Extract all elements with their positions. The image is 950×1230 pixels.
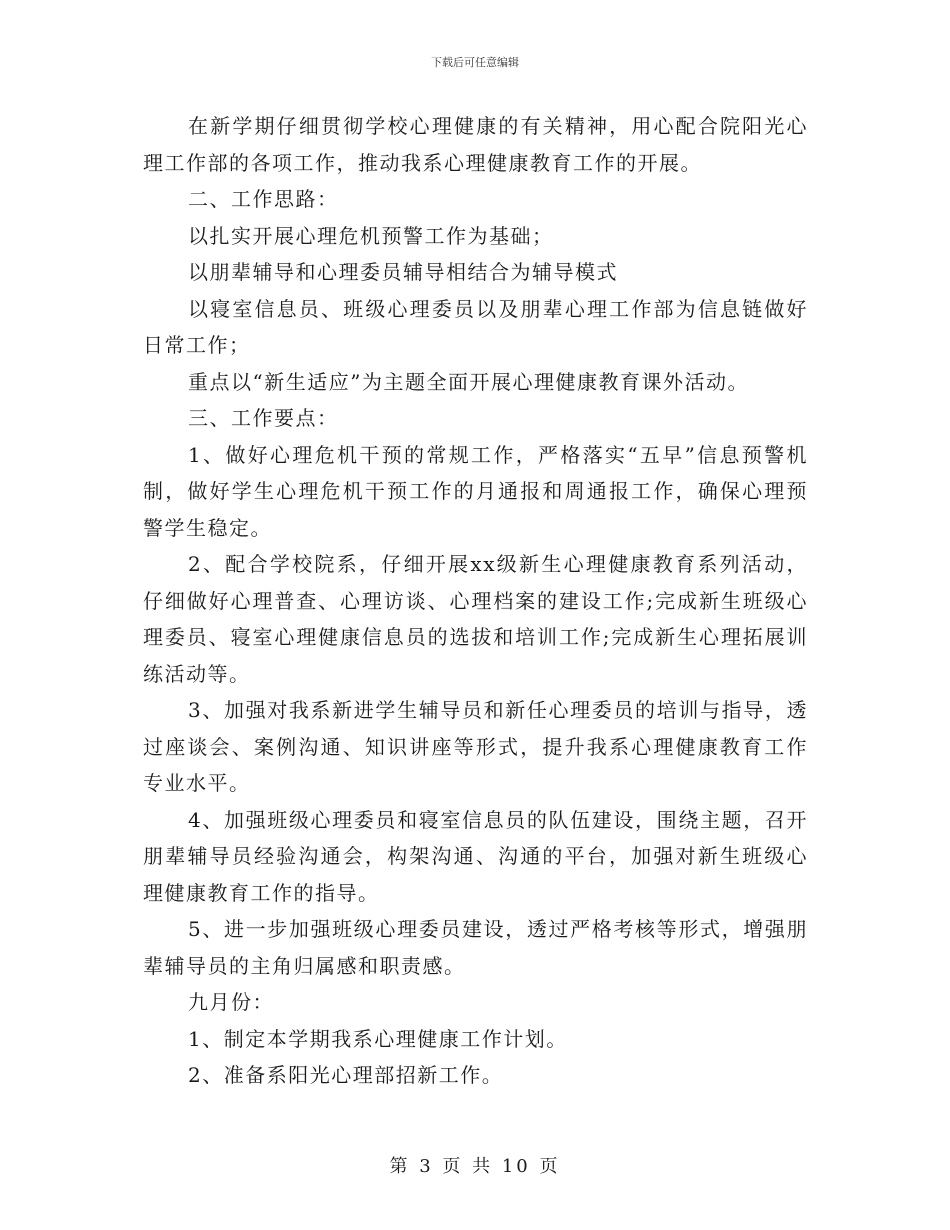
paragraph: 以朋辈辅导和心理委员辅导相结合为辅导模式 <box>188 260 618 284</box>
list-item: 2、配合学校院系，仔细开展xx级新生心理健康教育系列活动，仔细做好心理普查、心理访谈、心理档案的建设工作;完成新生班级心理委员、寝室心理健康信息员的选拔和培训工作;完成新生心理拓展训练活动等。 <box>143 552 808 686</box>
paragraph: 以扎实开展心理危机预警工作为基础； <box>188 223 554 248</box>
page-footer: 第 3 页 共 10 页 <box>389 1156 561 1177</box>
section-heading: 二、工作思路： <box>188 187 339 211</box>
list-item: 2、准备系阳光心理部招新工作。 <box>188 1063 504 1087</box>
list-item: 1、制定本学期我系心理健康工作计划。 <box>188 1026 568 1051</box>
section-heading: 三、工作要点： <box>188 406 339 430</box>
paragraph: 重点以“新生适应”为主题全面开展心理健康教育课外活动。 <box>188 369 749 394</box>
list-item: 4、加强班级心理委员和寝室信息员的队伍建设，围绕主题，召开朋辈辅导员经验沟通会，构架沟通、沟通的平台，加强对新生班级心理健康教育工作的指导。 <box>143 807 808 905</box>
list-item: 1、做好心理危机干预的常规工作，严格落实“五早”信息预警机制，做好学生心理危机干预工作的月通报和周通报工作，确保心理预警学生稳定。 <box>143 442 808 540</box>
list-item: 3、加强对我系新进学生辅导员和新任心理委员的培训与指导，透过座谈会、案例沟通、知识讲座等形式，提升我系心理健康教育工作专业水平。 <box>143 698 808 795</box>
document-body <box>143 108 808 1094</box>
paragraph: 在新学期仔细贯彻学校心理健康的有关精神，用心配合院阳光心理工作部的各项工作，推动我系心理健康教育工作的开展。 <box>143 114 808 175</box>
page-header: 下载后可任意编辑 <box>431 56 519 69</box>
month-heading: 九月份： <box>188 990 274 1014</box>
list-item: 5、进一步加强班级心理委员建设，透过严格考核等形式，增强朋辈辅导员的主角归属感和职责感。 <box>143 917 808 978</box>
paragraph: 以寝室信息员、班级心理委员以及朋辈心理工作部为信息链做好日常工作； <box>143 296 808 357</box>
